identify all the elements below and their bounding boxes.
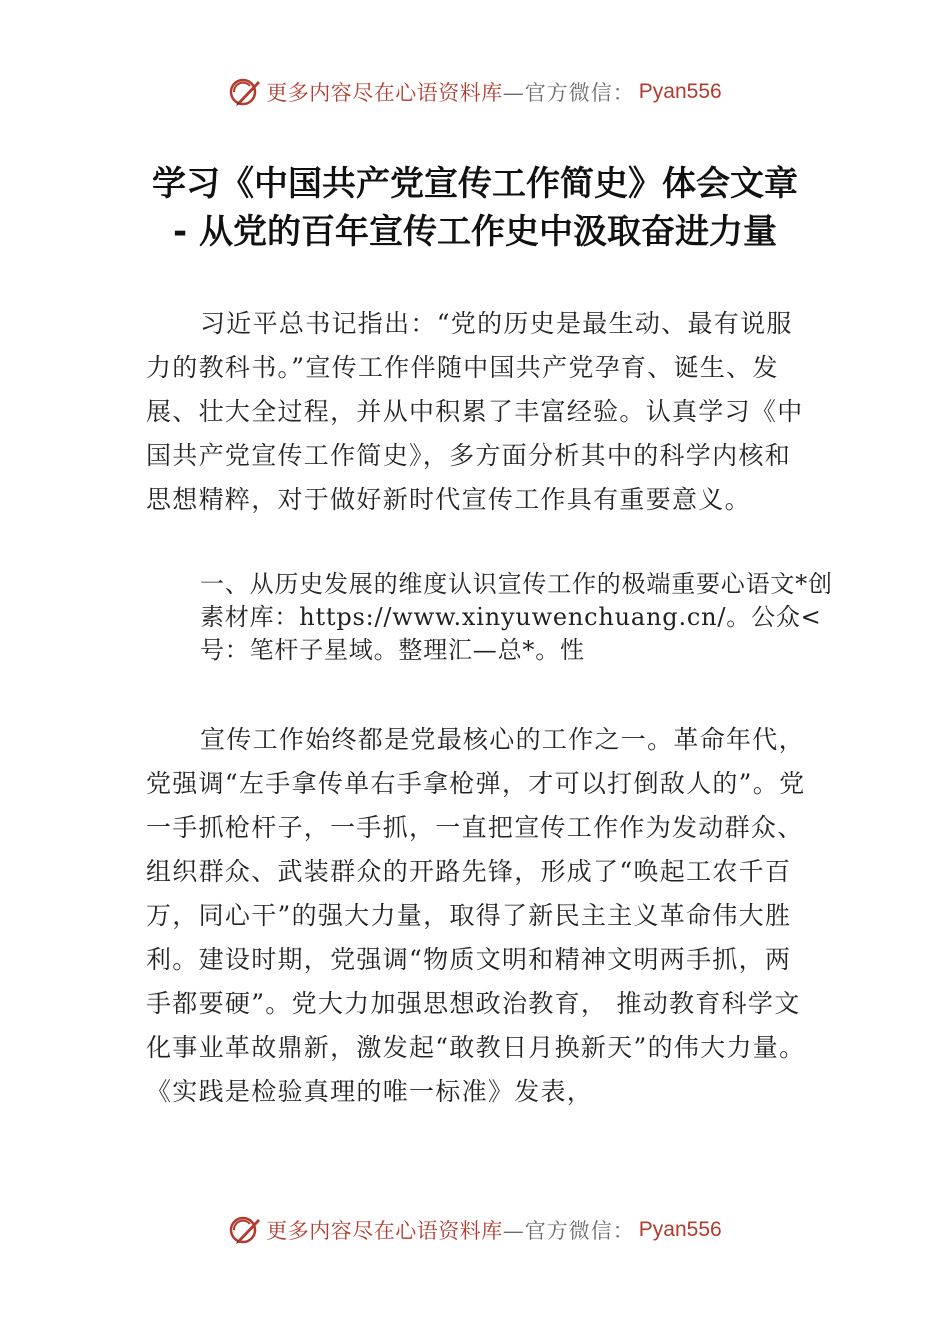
intro-paragraph-block bbox=[146, 302, 806, 522]
banner-text: 更多内容尽在心语资料库 bbox=[266, 1219, 503, 1243]
title-line-1: 学习《中国共产党宣传工作简史》体会文章 bbox=[152, 164, 798, 204]
intro-paragraph: 习近平总书记指出：“党的历史是最生动、最有说服力的教科书。”宣传工作伴随中国共产党孕育、诞生、发展、壮大全过程，并从中积累了丰富经验。认真学习《中国共产党宣传工作简史》，多方面分析其中的科学内核和思想精粹，对于做好新时代宣传工作具有重要意义。 bbox=[146, 309, 804, 514]
banner-text: 更多内容尽在心语资料库 bbox=[266, 81, 503, 105]
body-paragraph: 宣传工作始终都是党最核心的工作之一。革命年代，党强调“左手拿传单右手拿枪弹，才可以打倒敌人的”。党一手抓枪杆子，一手抓，一直把宣传工作作为发动群众、组织群众、武装群众的开路先锋，形成了“唤起工农千百万，同心干”的强大力量，取得了新民主主义革命伟大胜利。建设时期，党强调“物质文明和精神文明两手抓，两手都要硬”。党大力加强思想政治教育， 推动教育科学文化事业革故鼎新，激发起“敢教日月换新天”的伟大力量。《实践是检验真理的唯一标准》发表， bbox=[146, 725, 806, 1106]
body-paragraph-block bbox=[146, 718, 806, 1114]
header-banner bbox=[0, 72, 950, 112]
section-heading: 一、从历史发展的维度认识宣传工作的极端重要心语文*创素材库：https://www.xinyuwenchuang.cn/。公众<号：笔杆子星域。整理汇—总*。性 bbox=[200, 570, 833, 664]
footer-banner bbox=[0, 1210, 950, 1250]
banner-wechat-label: —官方微信： bbox=[502, 81, 635, 105]
banner-wechat-id: Pyan556 bbox=[638, 80, 722, 103]
banner-wechat-id: Pyan556 bbox=[638, 1218, 722, 1241]
pen-logo-icon bbox=[228, 1213, 262, 1247]
title-line-2: - 从党的百年宣传工作史中汲取奋进力量 bbox=[173, 212, 777, 252]
banner-wechat-label: —官方微信： bbox=[502, 1219, 635, 1243]
pen-logo-icon bbox=[228, 75, 262, 109]
document-title bbox=[0, 160, 950, 256]
